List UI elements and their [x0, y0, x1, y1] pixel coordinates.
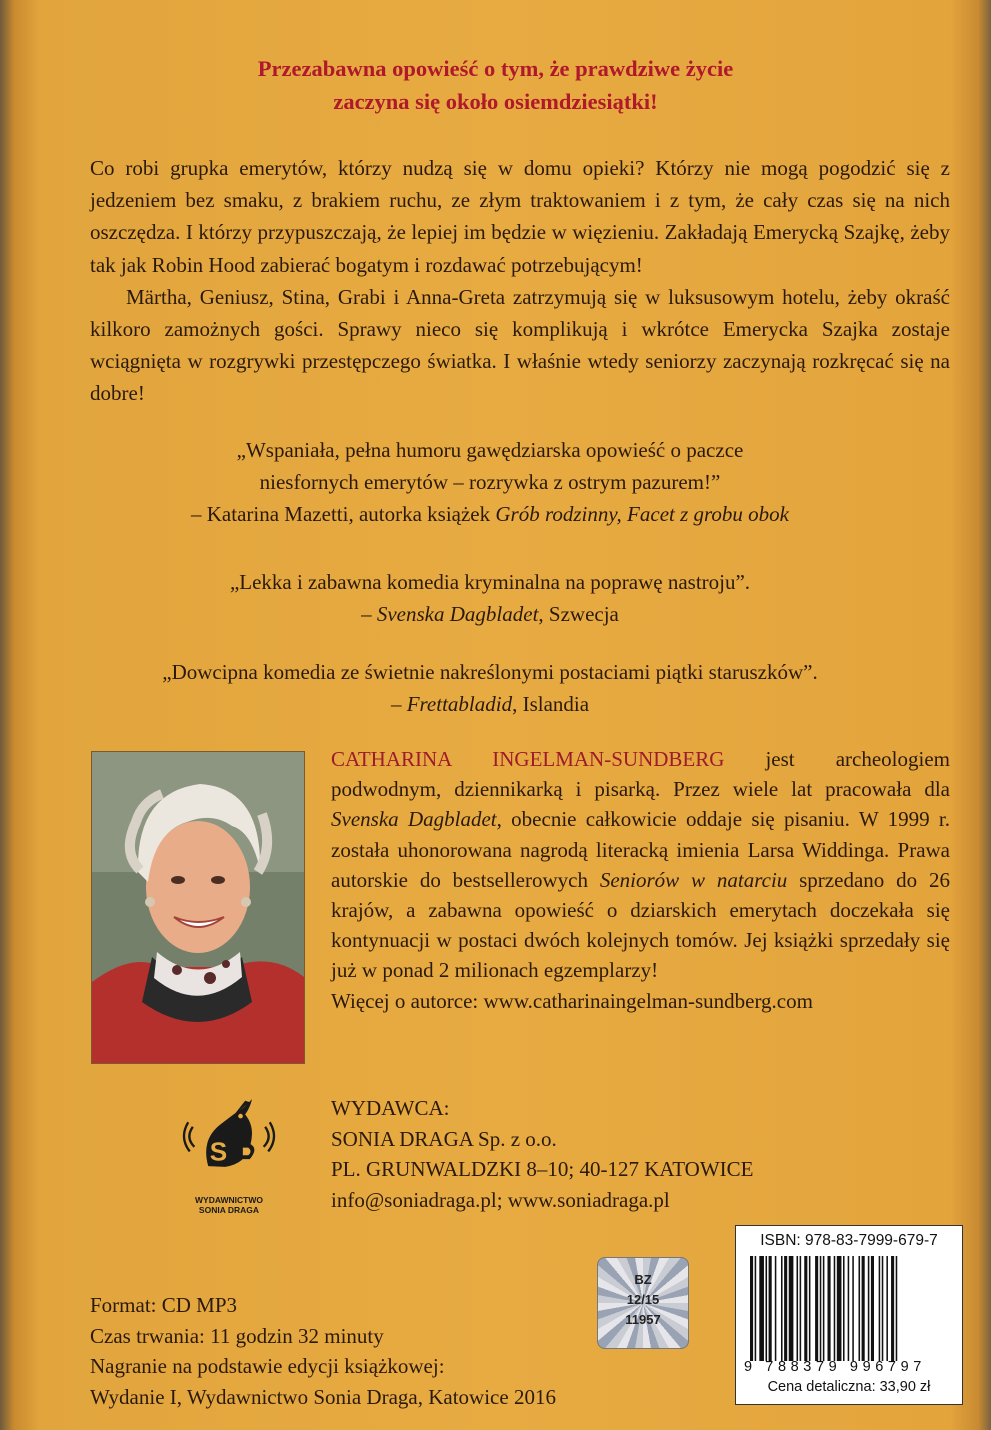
isbn-label: ISBN: 978-83-7999-679-7	[760, 1232, 938, 1249]
logo-caption	[164, 1195, 294, 1215]
hologram-sticker	[597, 1257, 689, 1349]
bio-italic-2: Seniorów w natarciu	[599, 867, 788, 892]
quote-3-source-title: Frettabladid	[406, 692, 513, 716]
author-bio	[331, 744, 950, 1016]
sonia-draga-bird-logo-icon	[164, 1093, 294, 1193]
publisher-info	[331, 1093, 891, 1215]
publisher-name: SONIA DRAGA Sp. z o.o.	[331, 1126, 557, 1151]
logo-caption-line-1: WYDAWNICTWO	[195, 1195, 263, 1205]
headline-line-2: zaczyna się około osiemdziesiątki!	[333, 89, 658, 114]
barcode	[744, 1256, 952, 1361]
bio-text-3: sprzedano do 26 krajów, a zabawna opowieść o dziarskich emerytach doczekała się kontynuacji w postaci dwóch kolejnych tomów. Jej książki sprzedały się już w ponad 2 milionach egzemplarzy!	[331, 867, 950, 983]
review-quote-3	[40, 656, 940, 720]
author-photo-illustration	[92, 752, 304, 1063]
logo-caption-line-2: SONIA DRAGA	[198, 1205, 260, 1215]
quote-2-line-1: „Lekka i zabawna komedia kryminalna na poprawę nastroju”.	[229, 570, 751, 594]
author-bio-text	[331, 744, 950, 986]
bio-text-1: jest archeologiem podwodnym, dziennikarką i pisarką. Przez wiele lat pracowała dla	[331, 747, 950, 802]
quote-2-source-title: Svenska Dagbladet	[376, 602, 539, 626]
barcode-icon	[744, 1256, 952, 1361]
bio-italic-1: Svenska Dagbladet	[331, 807, 497, 832]
quote-3-source-prefix: –	[390, 692, 407, 716]
sonia-draga-logo	[164, 1093, 294, 1223]
author-photo	[91, 751, 305, 1064]
review-quote-2	[40, 566, 940, 630]
blurb	[90, 152, 950, 410]
quote-1-line-2: niesfornych emerytów – rozrywka z ostrym pazurem!”	[259, 470, 721, 494]
quote-1-source-prefix: – Katarina Mazetti, autorka książek	[191, 502, 496, 526]
quote-2-source	[40, 598, 940, 630]
headline	[0, 52, 991, 118]
format-line-3: Nagranie na podstawie edycji książkowej:	[90, 1354, 445, 1378]
bio-text-2: , obecnie całkowicie oddaje się pisaniu. W 1999 r. została uhonorowana nagrodą literacką imienia Larsa Widdinga. Prawa autorskie do bestsellerowych	[331, 807, 950, 892]
quote-3-source-suffix: , Islandia	[512, 692, 590, 716]
author-name: CATHARINA INGELMAN-SUNDBERG	[331, 747, 725, 771]
quote-2-source-prefix: –	[361, 602, 377, 626]
barcode-digits: 9 788379 996797	[744, 1359, 926, 1375]
author-website: Więcej o autorce: www.catharinaingelman-sundberg.com	[331, 988, 813, 1013]
svg-text:S: S	[209, 1136, 228, 1167]
quote-2-source-suffix: , Szwecja	[538, 602, 619, 626]
quote-1-line-1: „Wspaniała, pełna humoru gawędziarska opowieść o paczce	[236, 438, 744, 462]
quote-3-line-1: „Dowcipna komedia ze świetnie nakreślonymi postaciami piątki staruszków”.	[162, 660, 818, 684]
format-info	[90, 1290, 650, 1412]
blurb-paragraph-1: Co robi grupka emerytów, którzy nudzą się w domu opieki? Którzy nie mogą pogodzić się z jedzeniem bez smaku, z brakiem ruchu, ze złym traktowaniem i z tym, że cały czas się na nich oszczędza. I którzy przypuszczają, że lepiej im będzie w więzieniu. Zakładają Emerycką Szajkę, żeby tak jak Robin Hood zabierać bogatym i rozdawać potrzebującym!	[90, 156, 950, 277]
blurb-paragraph-2: Märtha, Geniusz, Stina, Grabi i Anna-Greta zatrzymują się w luksusowym hotelu, żeby okraść kilkoro zamożnych gości. Sprawy nieco się komplikują i wkrótce Emerycka Szajka zostaje wciągnięta w rozgrywki przestępczego światka. I właśnie wtedy seniorzy zaczynają rozkręcać się na dobre!	[90, 284, 950, 406]
format-line-2: Czas trwania: 11 godzin 32 minuty	[90, 1323, 384, 1348]
format-line-4: Wydanie I, Wydawnictwo Sonia Draga, Katowice 2016	[90, 1384, 556, 1409]
format-line-1: Format: CD MP3	[90, 1293, 238, 1317]
publisher-address: PL. GRUNWALDZKI 8–10; 40-127 KATOWICE	[331, 1157, 754, 1181]
hologram-line-2: 12/15	[626, 1292, 660, 1307]
retail-price: Cena detaliczna: 33,90 zł	[767, 1379, 931, 1395]
publisher-label: WYDAWCA:	[331, 1096, 450, 1120]
quote-3-source	[40, 688, 940, 720]
headline-line-1: Przezabawna opowieść o tym, że prawdziwe życie	[257, 56, 734, 81]
quote-1-source-title: Grób rodzinny, Facet z grobu obok	[495, 502, 789, 526]
isbn-box	[735, 1225, 963, 1405]
hologram-line-3: 11957	[625, 1312, 661, 1327]
quote-1-source	[40, 498, 940, 530]
publisher-contact: info@soniadraga.pl; www.soniadraga.pl	[331, 1187, 670, 1212]
review-quote-1	[40, 434, 940, 530]
hologram-line-1: BZ	[634, 1272, 652, 1287]
